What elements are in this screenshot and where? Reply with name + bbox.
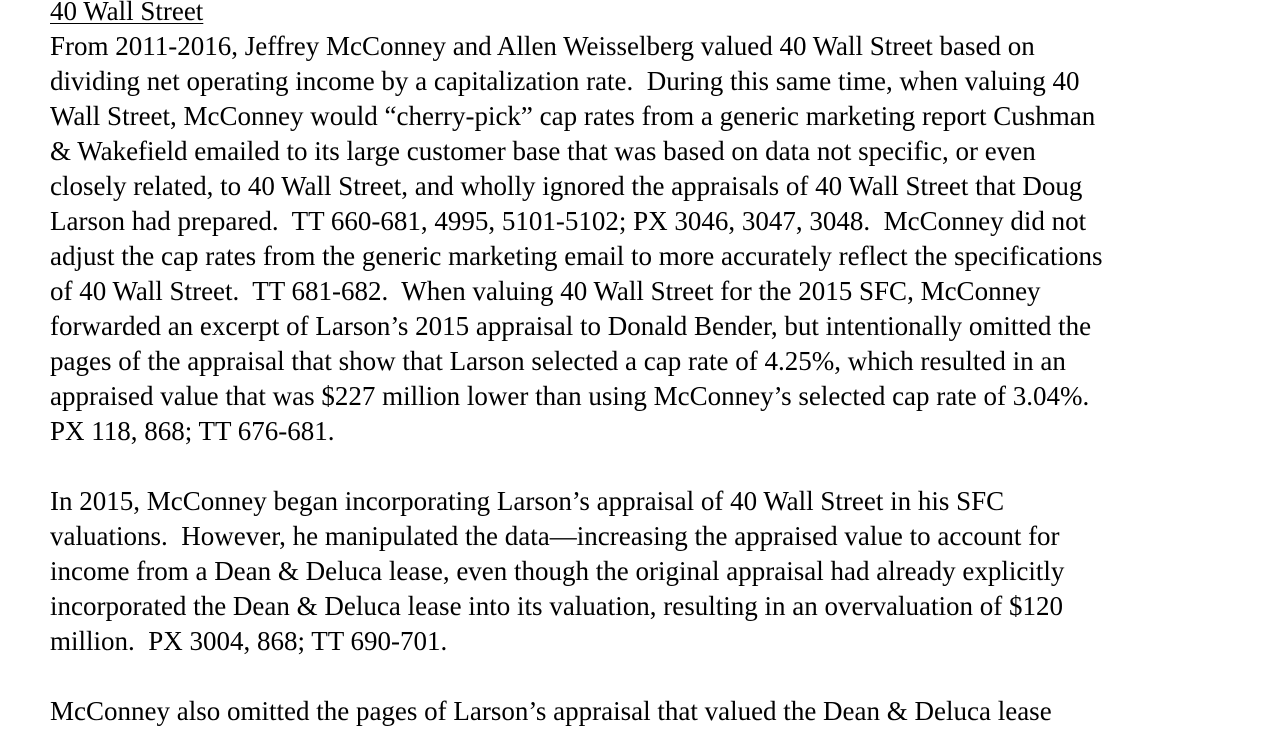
paragraph-line: dividing net operating income by a capitalization rate. During this same time, when valuing 40 <box>50 66 1080 96</box>
paragraph-spacer <box>50 659 1250 694</box>
paragraph-line: & Wakefield emailed to its large customer base that was based on data not specific, or even <box>50 136 1036 166</box>
document-page <box>50 0 1250 729</box>
paragraph-valuation-method <box>50 29 1250 449</box>
paragraph-line: valuations. However, he manipulated the data—increasing the appraised value to account for <box>50 521 1060 551</box>
paragraph-dean-deluca <box>50 484 1250 659</box>
section-heading: 40 Wall Street <box>50 0 204 26</box>
paragraph-omitted-pages <box>50 694 1250 729</box>
paragraph-line: of 40 Wall Street. TT 681-682. When valuing 40 Wall Street for the 2015 SFC, McConney <box>50 276 1041 306</box>
paragraph-line: In 2015, McConney began incorporating Larson’s appraisal of 40 Wall Street in his SFC <box>50 486 1005 516</box>
paragraph-line: Wall Street, McConney would “cherry-pick” cap rates from a generic marketing report Cushman <box>50 101 1096 131</box>
paragraph-line: appraised value that was $227 million lower than using McConney’s selected cap rate of 3.04%. <box>50 381 1090 411</box>
paragraph-line: million. PX 3004, 868; TT 690-701. <box>50 626 448 656</box>
paragraph-line: closely related, to 40 Wall Street, and wholly ignored the appraisals of 40 Wall Street that Doug <box>50 171 1083 201</box>
paragraph-line: incorporated the Dean & Deluca lease into its valuation, resulting in an overvaluation of $120 <box>50 591 1063 621</box>
paragraph-line: adjust the cap rates from the generic marketing email to more accurately reflect the specifications <box>50 241 1103 271</box>
paragraph-line: pages of the appraisal that show that Larson selected a cap rate of 4.25%, which resulted in an <box>50 346 1066 376</box>
paragraph-line: income from a Dean & Deluca lease, even though the original appraisal had already explicitly <box>50 556 1065 586</box>
paragraph-line: McConney also omitted the pages of Larson’s appraisal that valued the Dean & Deluca lease <box>50 696 1052 726</box>
paragraph-line: From 2011-2016, Jeffrey McConney and Allen Weisselberg valued 40 Wall Street based on <box>50 31 1035 61</box>
paragraph-line: forwarded an excerpt of Larson’s 2015 appraisal to Donald Bender, but intentionally omitted the <box>50 311 1092 341</box>
paragraph-line: Larson had prepared. TT 660-681, 4995, 5101-5102; PX 3046, 3047, 3048. McConney did not <box>50 206 1087 236</box>
paragraph-spacer <box>50 449 1250 484</box>
paragraph-line: PX 118, 868; TT 676-681. <box>50 416 335 446</box>
